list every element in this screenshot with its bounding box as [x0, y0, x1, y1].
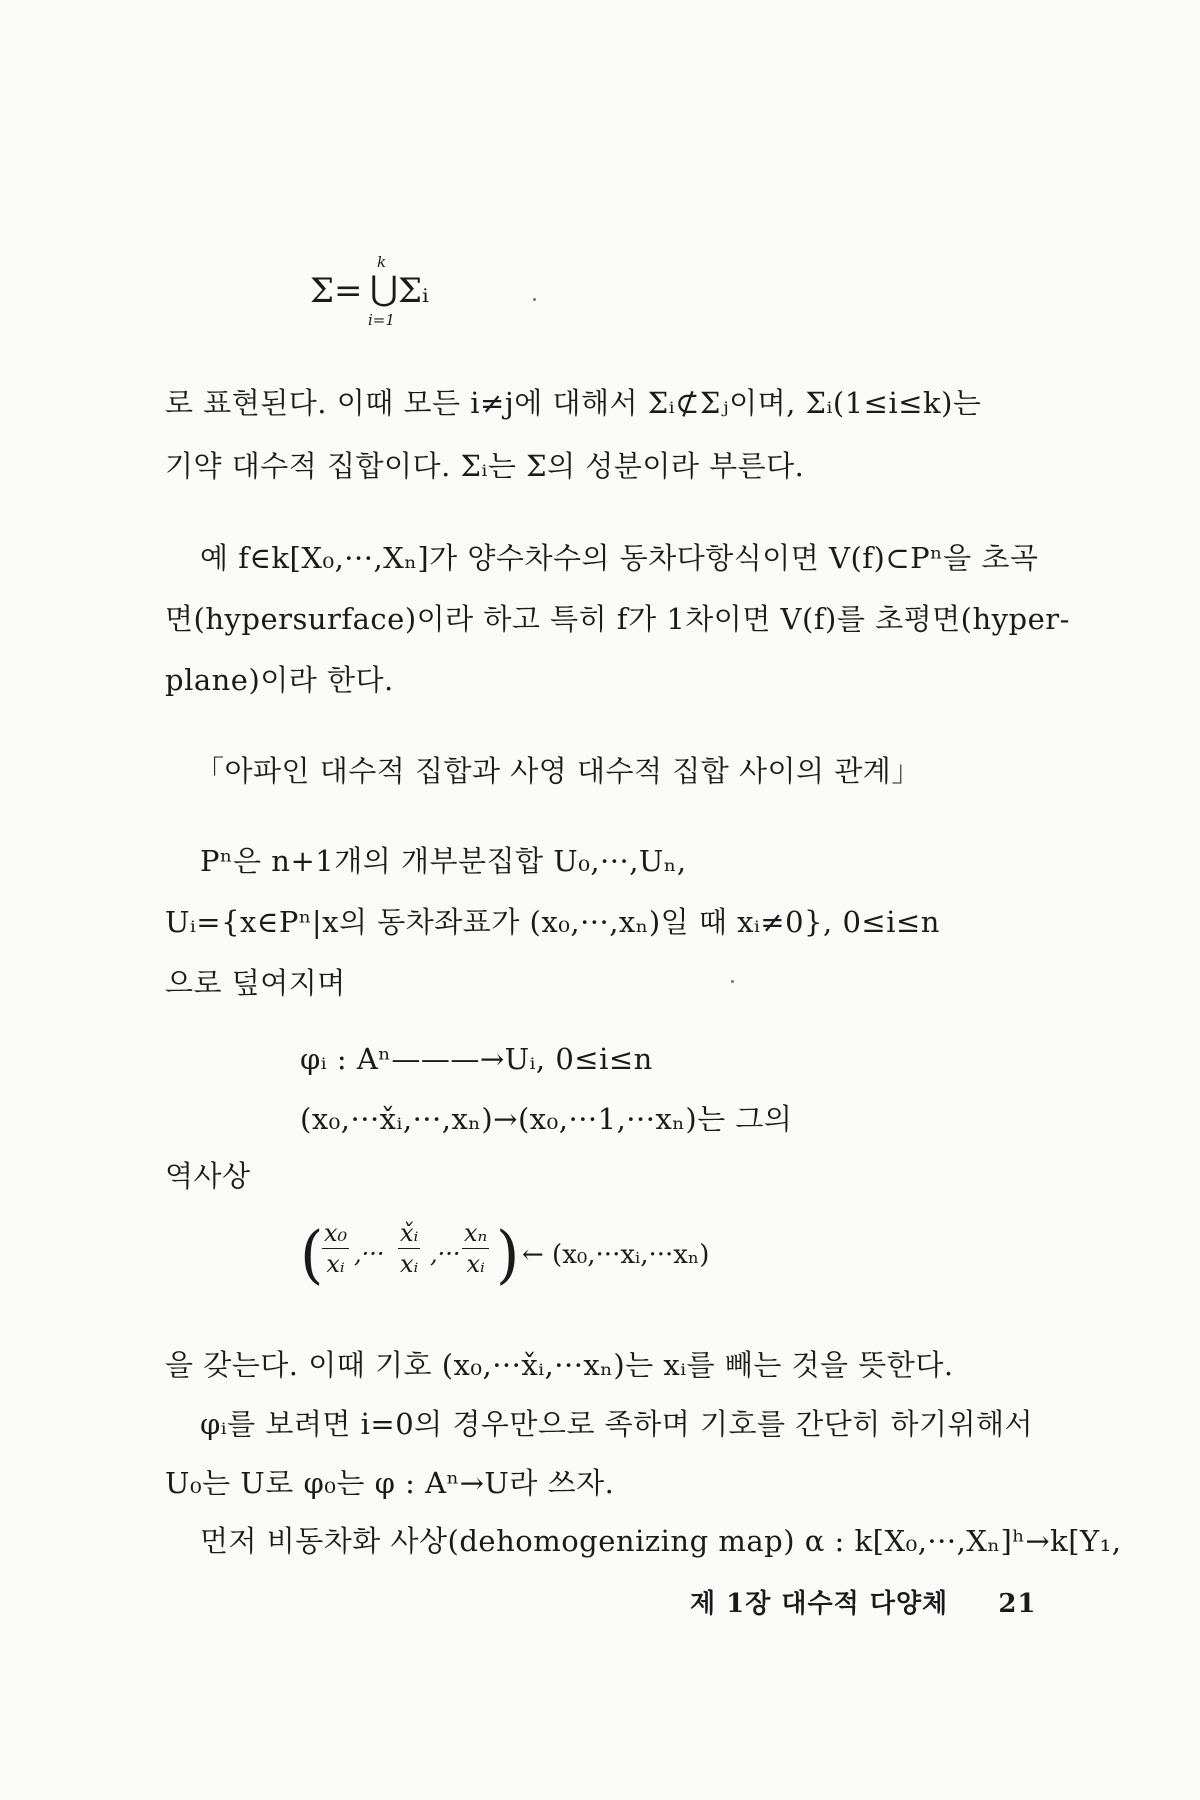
union-symbol: ⋃ — [370, 269, 398, 309]
fraction-denominator: xᵢ — [326, 1250, 345, 1278]
paragraph-line: 으로 덮여지며 — [165, 966, 346, 1000]
fraction — [462, 1218, 489, 1279]
paragraph-line: Pⁿ은 n+1개의 개부분집합 U₀,···,Uₙ, — [200, 844, 687, 878]
paragraph-line: 기약 대수적 집합이다. Σᵢ는 Σ의 성분이라 부른다. — [165, 449, 805, 483]
fraction-numerator: x̌ᵢ — [400, 1219, 419, 1247]
fraction-separator: ,··· — [354, 1240, 385, 1268]
section-heading: 「아파인 대수적 집합과 사영 대수적 집합 사이의 관계」 — [195, 754, 921, 788]
scan-speck — [731, 980, 734, 983]
paragraph-line: 먼저 비동차화 사상(dehomogenizing map) α : k[X₀,···,Xₙ]ʰ→k[Y₁, — [200, 1524, 1122, 1558]
paragraph-line: 예 f∈k[X₀,···,Xₙ]가 양수차수의 동차다항식이면 V(f)⊂Pⁿ을 초곡 — [200, 541, 1039, 575]
union-upper-limit: k — [377, 253, 387, 271]
inverse-map-formula — [300, 1218, 740, 1298]
map-definition: (x₀,···x̌ᵢ,···,xₙ)→(x₀,···1,···xₙ)는 그의 — [300, 1102, 793, 1136]
fraction — [398, 1218, 420, 1279]
page-number: 21 — [998, 1589, 1037, 1619]
fraction-rhs: ← (x₀,···xᵢ,···xₙ) — [522, 1240, 710, 1270]
fraction-numerator: xₙ — [464, 1219, 488, 1247]
paragraph-line: 로 표현된다. 이때 모든 i≠j에 대해서 Σᵢ⊄Σⱼ이며, Σᵢ(1≤i≤k)는 — [165, 386, 982, 420]
left-parenthesis: ( — [300, 1218, 324, 1292]
fraction-separator: ,··· — [430, 1240, 461, 1268]
union-rhs: Σᵢ — [398, 271, 429, 311]
union-lower-limit: i=1 — [368, 311, 395, 329]
union-equation — [310, 253, 440, 333]
union-lhs: Σ= — [310, 271, 363, 311]
paragraph-line: φᵢ를 보려면 i=0의 경우만으로 족하며 기호를 간단히 하기위해서 — [200, 1407, 1034, 1441]
paragraph-line: 을 갖는다. 이때 기호 (x₀,···x̌ᵢ,···xₙ)는 xᵢ를 빼는 것을 뜻한다. — [165, 1348, 954, 1382]
paragraph-line: plane)이라 한다. — [165, 663, 394, 697]
inverse-label: 역사상 — [165, 1159, 251, 1193]
fraction-numerator: x₀ — [324, 1219, 348, 1247]
fraction-denominator: xᵢ — [466, 1250, 485, 1278]
right-parenthesis: ) — [496, 1218, 520, 1292]
map-definition: φᵢ : Aⁿ———→Uᵢ, 0≤i≤n — [300, 1042, 653, 1076]
page-footer — [690, 1583, 1037, 1620]
fraction-denominator: xᵢ — [400, 1250, 419, 1278]
paragraph-line: 면(hypersurface)이라 하고 특히 f가 1차이면 V(f)를 초평면(hyper- — [165, 602, 1070, 636]
paragraph-line: Uᵢ={x∈Pⁿ|x의 동차좌표가 (x₀,···,xₙ)일 때 xᵢ≠0}, 0≤i≤n — [165, 905, 940, 939]
scan-speck — [533, 298, 536, 301]
fraction — [322, 1218, 349, 1279]
paragraph-line: U₀는 U로 φ₀는 φ : Aⁿ→U라 쓰자. — [165, 1466, 615, 1500]
chapter-title: 제 1장 대수적 다양체 — [690, 1589, 949, 1619]
